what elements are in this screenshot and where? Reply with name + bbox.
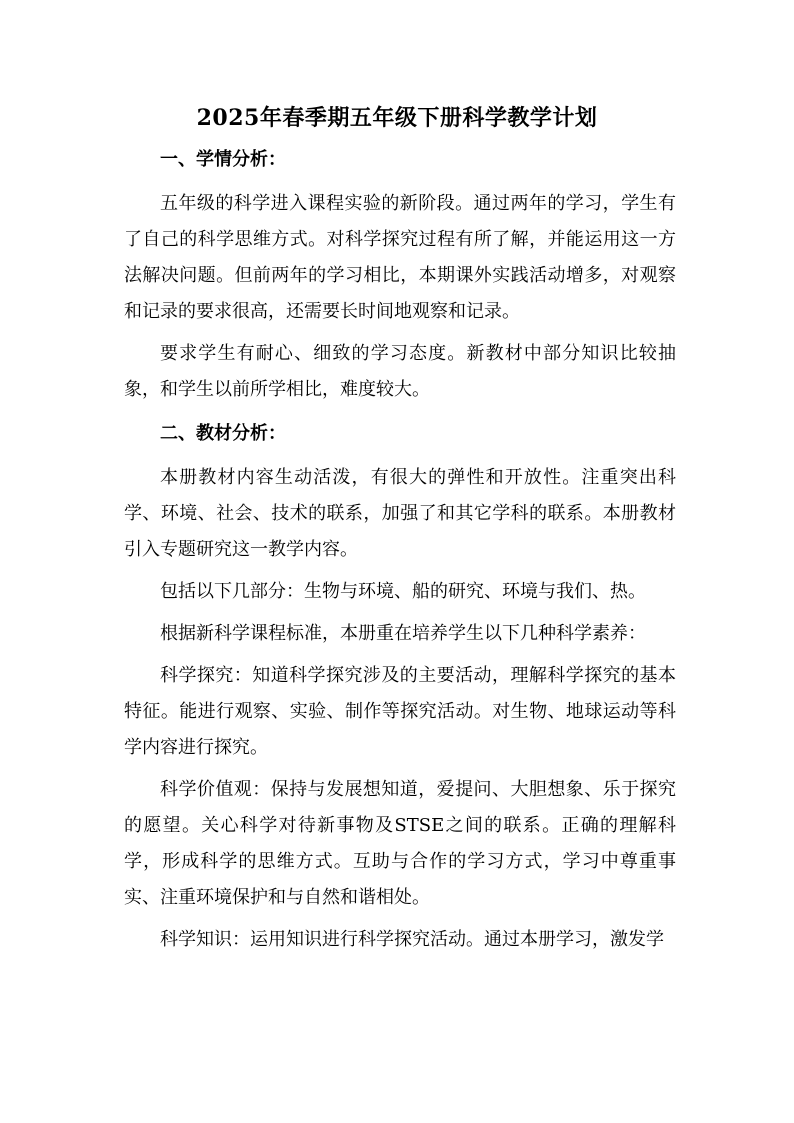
document-title: 2025年春季期五年级下册科学教学计划 [196,105,598,131]
paragraph: 五年级的科学进入课程实验的新阶段。通过两年的学习，学生有了自己的科学思维方式。对科学探究过程有所了解，并能运用这一方法解决问题。但前两年的学习相比，本期课外实践活动增多，对观察和记录的要求很高，还需要长时间地观察和记录。 [124,193,676,322]
spacer [118,408,676,416]
spacer [118,452,676,460]
section-heading-student-analysis: 一、学情分析： [160,149,286,170]
spacer [118,178,676,186]
paragraph: 科学探究：知道科学探究涉及的主要活动，理解科学探究的基本特征。能进行观察、实验、制作等探究活动。对生物、地球运动等科学内容进行探究。 [124,665,676,758]
paragraph: 要求学生有耐心、细致的学习态度。新教材中部分知识比较抽象，和学生以前所学相比，难度较大。 [124,343,676,400]
paragraph: 科学价值观：保持与发展想知道，爱提问、大胆想象、乐于探究的愿望。关心科学对待新事物及STSE之间的联系。正确的理解科学，形成科学的思维方式。互助与合作的学习方式，学习中尊重事实、注重环境保护和与自然和谐相处。 [124,779,676,908]
section-heading-textbook-analysis: 二、教材分析： [160,423,286,444]
paragraph: 科学知识：运用知识进行科学探究活动。通过本册学习，激发学 [160,929,664,950]
paragraph: 本册教材内容生动活泼，有很大的弹性和开放性。注重突出科学、环境、社会、技术的联系，加强了和其它学科的联系。本册教材引入专题研究这一教学内容。 [124,467,676,560]
paragraph: 包括以下几部分：生物与环境、船的研究、环境与我们、热。 [160,581,646,602]
paragraph: 根据新科学课程标准，本册重在培养学生以下几种科学素养： [160,623,646,644]
